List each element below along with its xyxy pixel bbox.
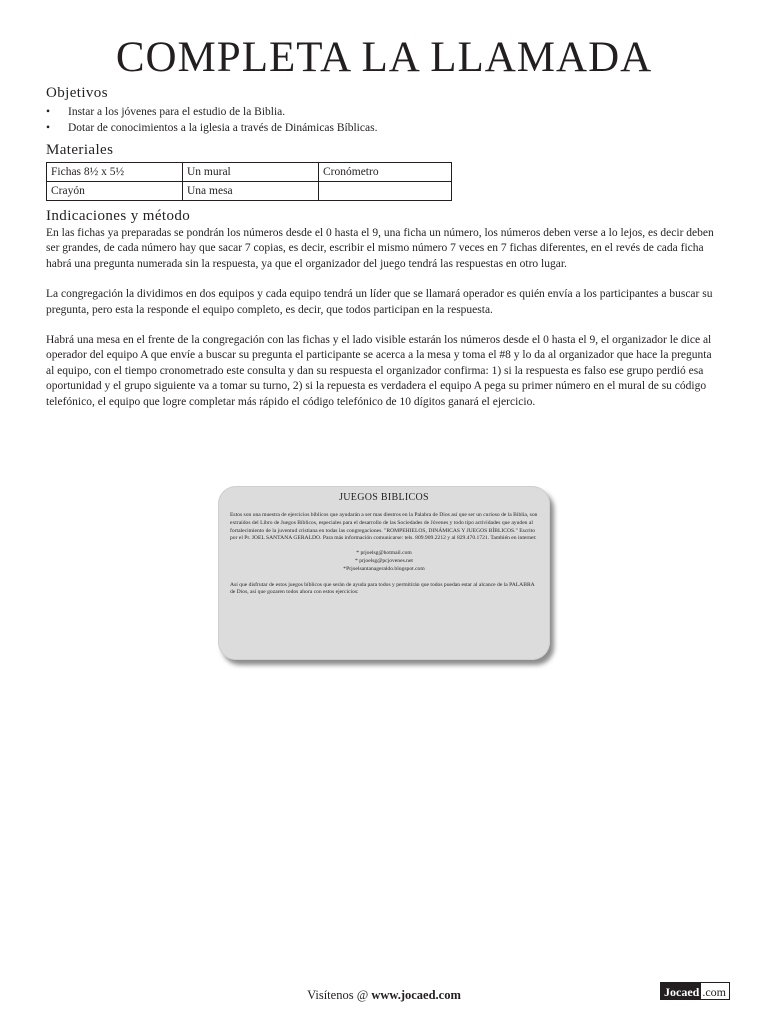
contact-email[interactable]: * prjoelsg@hotmail.com xyxy=(356,550,412,557)
table-cell: Fichas 8½ x 5½ xyxy=(47,163,183,182)
page-title: COMPLETA LA LLAMADA xyxy=(115,34,653,81)
bullet-icon: • xyxy=(46,122,51,134)
paragraph: La congregación la dividimos en dos equipos y cada equipo tendrá un líder que se llamará operador es quién envía a los participantes a buscar su pregunta, pero esta la responde el equipo completo, es decir, que todos participan en la respuesta. xyxy=(46,288,713,316)
table-row xyxy=(47,163,452,182)
logo-text-left: Jocaed xyxy=(661,983,701,999)
table-cell: Una mesa xyxy=(183,182,319,201)
materials-table xyxy=(46,162,452,201)
objetivo-text: Dotar de conocimientos a la iglesia a través de Dinámicas Bíblicas. xyxy=(68,122,378,134)
card-closing: Así que disfrutar de estos juegos bíblicos que serán de ayuda para todos y permitirán que todos puedan estar al alcance de la PALABRA de Dios, así que gozaren todos ahora con estos ejercicios: xyxy=(230,581,535,596)
footer xyxy=(0,988,768,1003)
footer-url-link[interactable]: www.jocaed.com xyxy=(371,988,461,1002)
card-intro: Estos son una muestra de ejercicios bíblicos que ayudarán a ser mas diestros en la Palabra de Dios así que ser un curioso de la Biblia, son extraídos del Libro de Juegos Bíblicos, especiales para el desarrollo de las Sociedades de Jóvenes y todo tipo actividades que ayuden al fortalecimiento de la juventud cristiana en todas las congregaciones. "ROMPEHIELOS, DINÁMICAS Y JUEGOS BÍBLICOS." Escrito por el Pr. JOEL SANTANA GERALDO. Para más información comunicarse: tels. 809.909.2212 y al 829.470.1721. También en internet: xyxy=(230,512,538,542)
contact-blog-link[interactable]: *Prjoelsantanageraldo.blogspot.com xyxy=(343,565,425,572)
logo-text-right: .com xyxy=(701,983,729,999)
jocaed-logo xyxy=(660,982,730,1000)
juegos-biblicos-card xyxy=(218,486,550,660)
list-item xyxy=(46,120,726,136)
table-cell: Crayón xyxy=(47,182,183,201)
list-item xyxy=(46,104,726,120)
bullet-icon: • xyxy=(46,106,51,118)
materiales-heading: Materiales xyxy=(46,142,114,158)
objetivos-list xyxy=(46,104,726,136)
indicaciones-body xyxy=(46,226,722,425)
table-cell: Un mural xyxy=(183,163,319,182)
footer-prefix: Visítenos @ xyxy=(307,988,372,1002)
objetivo-text: Instar a los jóvenes para el estudio de la Biblia. xyxy=(68,106,286,118)
paragraph: Habrá una mesa en el frente de la congregación con las fichas y el lado visible estarán los números desde el 0 hasta el 9, el organizador le dice al operador del equipo A que envíe a buscar su pregunta el participante se acerca a la mesa y toma el #8 y lo da al organizador que hace la pregunta al equipo, con el tiempo cronometrado este consulta y dan su respuesta el organizador confirma: 1) si la respuesta es falso ese grupo perdió esa oportunidad y el grupo siguiente va a tomar su turno, 2) si la repuesta es verdadera el equipo A pega su primer número en el mural de su código telefónico, el equipo que logre completar más rápido el código telefónico de 10 dígitos ganará el ejercicio. xyxy=(46,334,712,408)
table-cell xyxy=(319,182,452,201)
table-cell: Cronómetro xyxy=(319,163,452,182)
table-row xyxy=(47,182,452,201)
objetivos-heading: Objetivos xyxy=(46,85,108,101)
paragraph: En las fichas ya preparadas se pondrán los números desde el 0 hasta el 9, una ficha un número, los números deben verse a lo lejos, es decir deben ser grandes, de cada número hay que sacar 7 copias, es decir, escribir el mismo número 7 veces en 7 fichas diferentes, en el revés de cada ficha habrá una pregunta numerada sin la respuesta, ya que el organizador del juego tendrá las respuestas en otro lugar. xyxy=(46,227,714,270)
card-contacts xyxy=(230,550,538,573)
card-title: JUEGOS BIBLICOS xyxy=(339,492,429,503)
indicaciones-heading: Indicaciones y método xyxy=(46,208,191,224)
contact-email[interactable]: * prjoelsg@pcjovenes.net xyxy=(355,557,413,564)
